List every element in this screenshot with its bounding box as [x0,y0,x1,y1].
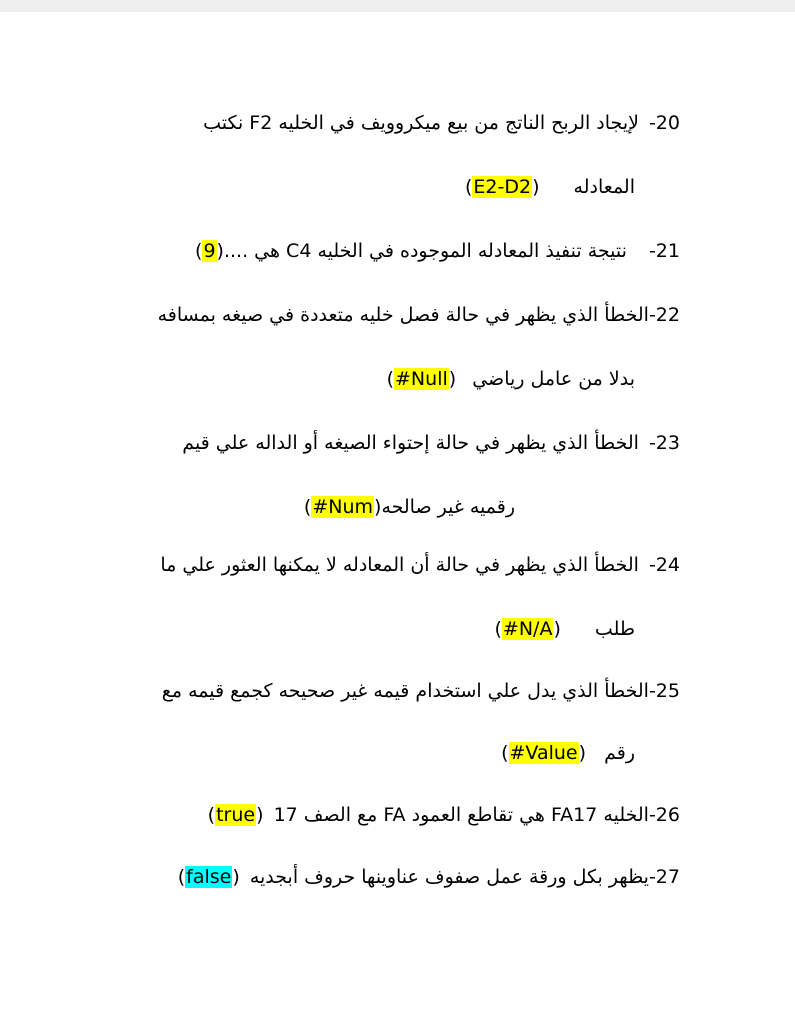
question-text: رقم [604,742,635,764]
question-text: رقميه غير صالحه [381,496,515,518]
question-number: -25 [648,680,680,702]
answer: (false) [177,866,240,888]
highlighted-answer: false [186,866,232,888]
question-number: -22 [648,304,680,326]
question-text: الخطأ الذي يدل علي استخدام قيمه غير صحيحه كجمع قيمه مع [161,680,649,702]
question-text: بدلا من عامل رياضي [472,368,635,390]
question-text: الخطأ الذي يظهر في حالة أن المعادله لا يمكنها العثور علي ما [160,554,639,576]
question-text: الخطأ الذي يظهر في حالة إحتواء الصيغه أو الداله علي قيم [182,432,639,454]
question-number: -20 [648,112,680,134]
question-number: -21 [648,240,680,262]
document-page [0,12,795,1031]
question-25-line-2 [65,738,635,768]
question-text: لإيجاد الربح الناتج من بيع ميكروويف في الخليه F2 نكتب [203,112,639,134]
question-text: الخليه FA17 هي تقاطع العمود FA مع الصف 17 [273,804,649,826]
highlighted-answer: E2-D2 [473,176,532,198]
question-25-line-1 [110,676,680,706]
question-23-line-1 [110,428,680,458]
answer: (#N/A) [494,618,561,640]
question-number: -23 [648,432,680,454]
question-26-line-1 [110,800,680,830]
question-text: المعادله [573,176,635,198]
question-20-line-1 [110,108,680,138]
question-text: الخطأ الذي يظهر في حالة فصل خليه متعددة في صيغه بمسافه [157,304,649,326]
question-number: -26 [648,804,680,826]
question-number: -27 [648,866,680,888]
question-27-line-1 [110,862,680,892]
highlighted-answer: #Num [312,496,374,518]
question-20-line-2 [65,172,635,202]
highlighted-answer: true [216,804,256,826]
question-24-line-2 [65,614,635,644]
answer: (E2-D2) [464,176,540,198]
question-24-line-1 [110,550,680,580]
question-21-line-1 [110,236,680,266]
question-23-line-2 [0,492,515,522]
highlighted-answer: #Null [395,368,448,390]
question-22-line-1 [110,300,680,330]
answer: (#Value) [501,742,587,764]
highlighted-answer: #Value [509,742,578,764]
question-text: طلب [594,618,635,640]
question-text: يظهر بكل ورقة عمل صفوف عناوينها حروف أبجديه [249,866,649,888]
question-number: -24 [648,554,680,576]
answer: (9) [195,240,224,262]
answer: (#Null) [386,368,457,390]
highlighted-answer: #N/A [502,618,553,640]
highlighted-answer: 9 [203,240,216,262]
question-22-line-2 [65,364,635,394]
answer: (true) [207,804,264,826]
question-text: نتيجة تنفيذ المعادله الموجوده في الخليه C4 هي .... [223,240,627,262]
answer: (#Num) [303,496,382,518]
